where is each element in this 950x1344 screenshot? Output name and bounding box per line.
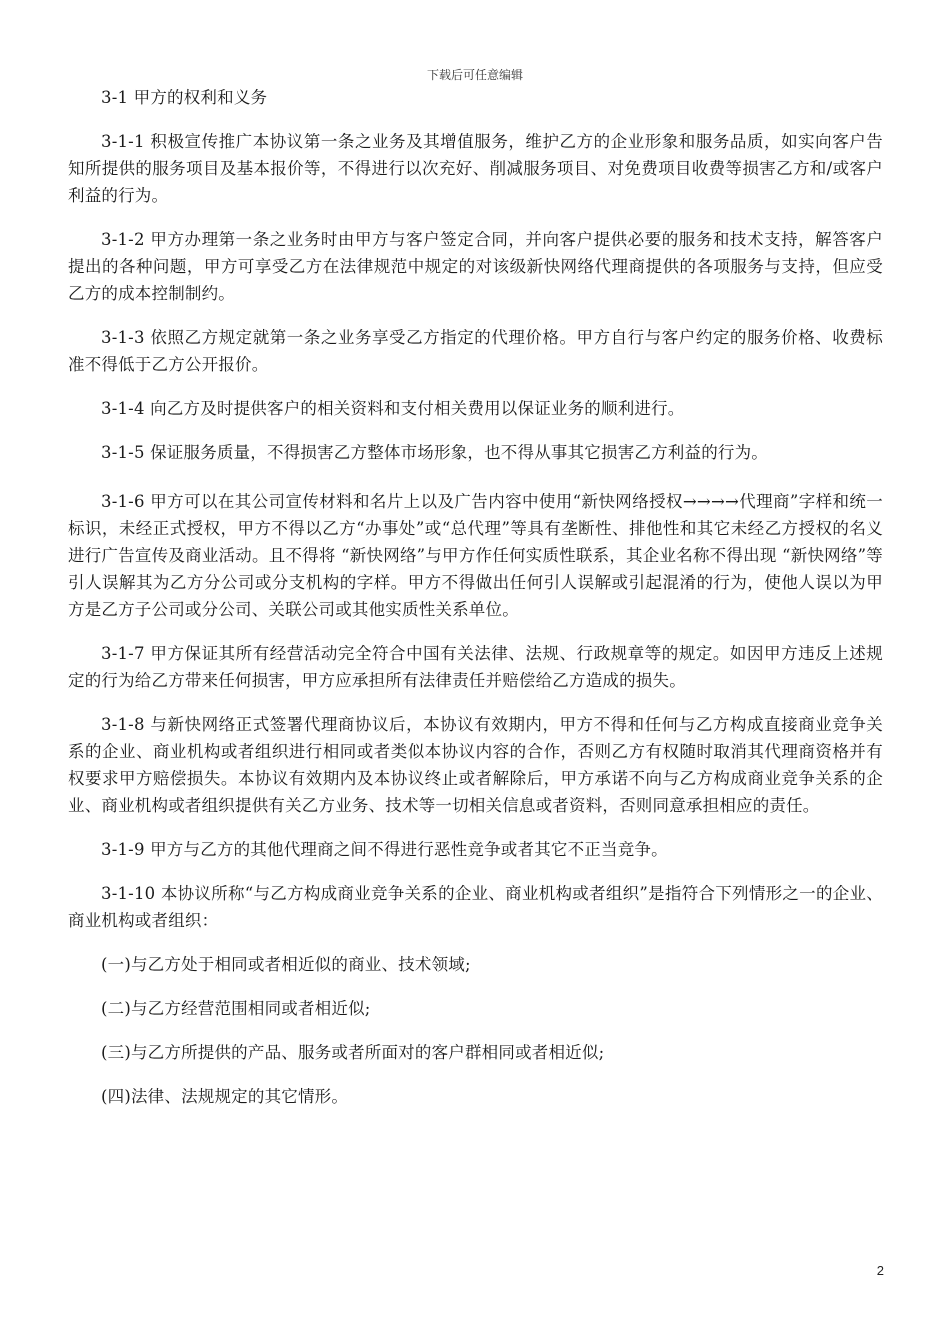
clause-3-1-4: 3-1-4 向乙方及时提供客户的相关资料和支付相关费用以保证业务的顺利进行。 bbox=[101, 399, 685, 418]
list-item-2: (二)与乙方经营范围相同或者相近似; bbox=[101, 999, 371, 1018]
list-item-1: (一)与乙方处于相同或者相近似的商业、技术领域; bbox=[101, 955, 471, 974]
document-body bbox=[68, 84, 883, 1127]
section-heading: 3-1 甲方的权利和义务 bbox=[101, 88, 268, 107]
clause-3-1-7: 3-1-7 甲方保证其所有经营活动完全符合中国有关法律、法规、行政规章等的规定。如因甲方违反上述规定的行为给乙方带来任何损害，甲方应承担所有法律责任并赔偿给乙方造成的损失。 bbox=[68, 644, 883, 690]
clause-3-1-8: 3-1-8 与新快网络正式签署代理商协议后，本协议有效期内，甲方不得和任何与乙方构成直接商业竞争关系的企业、商业机构或者组织进行相同或者类似本协议内容的合作，否则乙方有权随时取消其代理商资格并有权要求甲方赔偿损失。本协议有效期内及本协议终止或者解除后，甲方承诺不向与乙方构成商业竞争关系的企业、商业机构或者组织提供有关乙方业务、技术等一切相关信息或者资料，否则同意承担相应的责任。 bbox=[68, 715, 883, 815]
clause-3-1-1: 3-1-1 积极宣传推广本协议第一条之业务及其增值服务，维护乙方的企业形象和服务品质，如实向客户告知所提供的服务项目及基本报价等，不得进行以次充好、削减服务项目、对免费项目收费等损害乙方和/或客户利益的行为。 bbox=[68, 132, 883, 205]
clause-3-1-9: 3-1-9 甲方与乙方的其他代理商之间不得进行恶性竞争或者其它不正当竞争。 bbox=[101, 840, 668, 859]
clause-3-1-2: 3-1-2 甲方办理第一条之业务时由甲方与客户签定合同，并向客户提供必要的服务和技术支持，解答客户提出的各种问题，甲方可享受乙方在法律规范中规定的对该级新快网络代理商提供的各项服务与支持，但应受乙方的成本控制制约。 bbox=[68, 230, 883, 303]
clause-3-1-5: 3-1-5 保证服务质量，不得损害乙方整体市场形象，也不得从事其它损害乙方利益的行为。 bbox=[101, 443, 768, 462]
page-number: 2 bbox=[876, 1263, 884, 1278]
clause-3-1-10: 3-1-10 本协议所称“与乙方构成商业竞争关系的企业、商业机构或者组织”是指符合下列情形之一的企业、商业机构或者组织： bbox=[68, 884, 883, 930]
list-item-4: (四)法律、法规规定的其它情形。 bbox=[101, 1087, 349, 1106]
clause-3-1-3: 3-1-3 依照乙方规定就第一条之业务享受乙方指定的代理价格。甲方自行与客户约定的服务价格、收费标准不得低于乙方公开报价。 bbox=[68, 328, 883, 374]
clause-3-1-6: 3-1-6 甲方可以在其公司宣传材料和名片上以及广告内容中使用“新快网络授权→→→→代理商”字样和统一标识，未经正式授权，甲方不得以乙方“办事处”或“总代理”等具有垄断性、排他性和其它未经乙方授权的名义进行广告宣传及商业活动。且不得将 “新快网络”与甲方作任何实质性联系，其企业名称不得出现 “新快网络”等引人误解其为乙方分公司或分支机构的字样。甲方不得做出任何引人误解或引起混淆的行为，使他人误以为甲方是乙方子公司或分公司、关联公司或其他实质性关系单位。 bbox=[68, 492, 883, 619]
list-item-3: (三)与乙方所提供的产品、服务或者所面对的客户群相同或者相近似; bbox=[101, 1043, 605, 1062]
page-header: 下载后可任意编辑 bbox=[426, 68, 523, 82]
